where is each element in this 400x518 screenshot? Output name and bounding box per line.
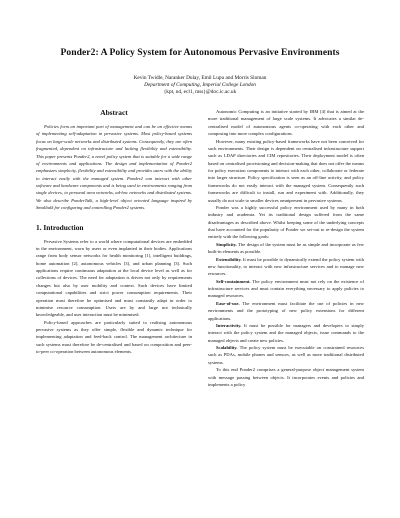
goal-ease-of-use [208,300,364,322]
author-emails: {kpt, nd, ecl1, mss}@doc.ic.ac.uk [163,89,237,96]
goal-text: It must be possible for managers and developers to simply interact with the policy system and the managed objects, issue commands to the managed objects and create new policies. [208,322,364,343]
overview-paragraph: To this end Ponder2 comprises a general-purpose object management system with message passing between objects. It incorporates events and policies and implements a policy [208,367,364,387]
autonomic-paragraph: Autonomic Computing is an initiative started by IBM [4] that is aimed at the more traditional management of large scale systems. It advocates a similar de-centralised model of autonomous agents co-operating with each other and composing into more complex configurations. [208,109,364,137]
intro-paragraph-1: Pervasive Systems refer to a world where computational devices are embedded in the environment, worn by users or even implanted in their bodies. Applications range from body sensor networks for health monitoring [1], intelligent buildings, home automation [2], autonomous vehicles [3], and urban planning [3]. Such applications require continuous adaptation at the local device level as well as for collections of devices. The need for adaptation is driven not only by requirements changes but also by user mobility and context. Such devices have limited computational capabilities and strict power consumption requirements. Their operation must therefore be optimised and must constantly adapt in order to minimise resource consumption. Users are by and large not technically knowledgeable, and user interaction must be minimised. [36,238,192,318]
goal-interactivity [208,322,364,344]
section-heading-introduction: 1. Introduction [36,222,84,232]
goal-term: Self-containment. [216,278,251,284]
author-names: Kevin Twidle, Naranker Dulay, Emil Lupu and Morris Sloman [133,75,267,81]
intro-paragraph-2: Policy-based approaches are particularly suited to realising autonomous pervasive systems as they offer simple, flexible and dynamic technique for implementing adaptation and feed-back control. The management architecture in such systems must therefore be de-centralised and based on composition and peer-to-peer co-operation between autonomous elements. [36,319,192,355]
author-block [0,75,400,97]
goal-text: The policy system must be executable on constrained resources such as PDAs, mobile phones and sensors, as well as more traditional distributed systems. [208,345,364,365]
ponder-paragraph: Ponder was a highly successful policy environment used by many in both industry and academia. Yet its traditional design suffered from the same disadvantages as described above. Whilst keeping some of the underlying concepts that have accounted for the popularity of Ponder we set-out to re-design the system entirely with the following goals: [208,204,364,240]
affiliation: Department of Computing, Imperial College London [144,82,256,89]
goal-term: Extensibility. [216,256,242,262]
goal-text: The design of the system must be as simple and incorporate as few built-in elements as possible. [208,241,364,255]
left-column [36,108,192,388]
abstract-heading: Abstract [100,108,128,117]
goal-term: Interactivity. [216,322,242,328]
right-column [208,108,364,388]
paper-title: Ponder2: A Policy System for Autonomous Pervasive Environments [60,47,340,58]
frameworks-paragraph: However, many existing policy-based frameworks have not been conceived for such environments. Their design is dependent on centralised infrastructure support such as LDAP directories and CIM repositories. Their deployment model is often based on centralised provisioning and decision-making that does not offer the means for policy execution components to interact with each other, collaborate or federate into larger structure. Policy specification is seen as an off-line activity, and policy frameworks do not easily interact with the managed system. Consequently such frameworks are difficult to install, run and experiment with. Additionally, they usually do not scale to smaller devices omnipresent in pervasive systems. [208,138,364,203]
goal-term: Simplicity. [216,241,237,247]
goal-term: Scalability. [216,345,238,350]
goal-extensibility [208,256,364,278]
goal-text: The policy environment must not rely on the existence of infrastructure services and must contain everything necessary to apply policies to managed resources. [208,278,364,299]
goal-scalability [208,344,364,366]
goal-self-containment [208,278,364,300]
abstract-text: Policies form an important part of management and can be an effective means of implementing self-adaptation in pervasive systems. Most policy-based systems focus on large-scale networks and distributed systems. Consequently, they are often fragmented, dependent on infrastructure and lacking flexibility and extensibility. This paper presents Ponder2, a novel policy system that is suitable for a wide range of environments and applications. The design and implementation of Ponder2 emphasizes simplicity, flexibility and extensibility and provides users with the ability to interact easily with the managed system. Ponder2 can interact with other software and hardware components and is being used in environments ranging from single devices, to personal area networks, ad-hoc networks and distributed systems. We also describe PonderTalk, a high-level object oriented language inspired by Smalltalk for configuring and controlling Ponder2 systems. [36,124,192,211]
goal-text: The environment must facilitate the use of policies in new environments and the prototyping of new policy extensions for different applications. [208,300,364,321]
goal-text: It must be possible to dynamically extend the policy system with new functionality, to interact with new infrastructure services and to manage new resources. [208,256,364,277]
goal-term: Ease-of-use. [216,300,240,306]
two-column-body [36,108,364,388]
goal-simplicity [208,241,364,256]
